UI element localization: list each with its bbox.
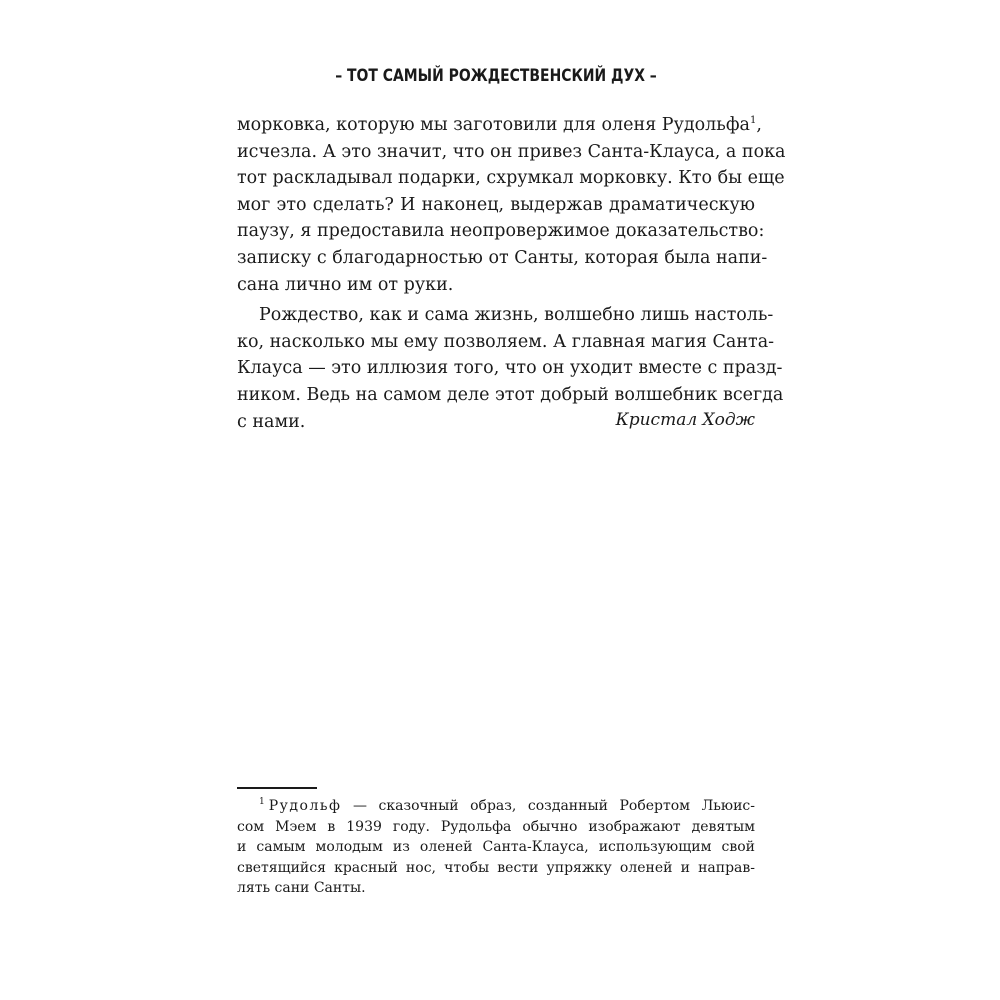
footnote-marker: 1 — [259, 797, 265, 807]
text-line: Рождество, как и сама жизнь, волшебно лишь настоль- — [259, 305, 774, 326]
text-line: исчезла. А это значит, что он привез Санта-Клауса, а пока — [237, 141, 786, 162]
main-text — [237, 112, 786, 435]
text-span: , — [756, 115, 762, 135]
paragraph-1 — [237, 112, 786, 298]
footnote-line — [237, 796, 755, 817]
text-line: записку с благодарностью от Санты, которая была напи- — [237, 247, 768, 268]
footnote-line: и самым молодым из оленей Санта-Клауса, использующим свой — [237, 839, 755, 855]
footnote-reference[interactable]: 1 — [749, 115, 757, 126]
text-line: мог это сделать? И наконец, выдержав драматическую — [237, 194, 755, 215]
text-line: с нами. — [237, 411, 306, 432]
text-span: морковка, которую мы заготовили для оленя Рудольфа — [237, 115, 750, 135]
author-signature: Кристал Ходж — [615, 410, 755, 430]
text-line: ником. Ведь на самом деле этот добрый волшебник всегда — [237, 384, 784, 405]
text-line: ко, насколько мы ему позволяем. А главная магия Санта- — [237, 331, 775, 352]
text-line: Клауса — это иллюзия того, что он уходит вместе с празд- — [237, 358, 783, 379]
text-line: сана лично им от руки. — [237, 274, 454, 295]
text-line: паузу, я предоставила неопровержимое доказательство: — [237, 221, 765, 242]
footnote — [237, 796, 755, 899]
footnote-line: светящийся красный нос, чтобы вести упряжку оленей и направ- — [237, 859, 755, 876]
footnote-line: лять сани Санты. — [237, 880, 366, 896]
footnote-line: сом Мэем в 1939 году. Рудольфа обычно изображают девятым — [237, 818, 755, 835]
footnote-term: Рудольф — [268, 798, 342, 814]
text-span: — сказочный образ, созданный Робертом Льюис- — [341, 798, 755, 814]
footnote-divider — [237, 787, 317, 789]
text-line: тот раскладывал подарки, схрумкал морковку. Кто бы еще — [237, 168, 785, 189]
running-head: – ТОТ САМЫЙ РОЖДЕСТВЕНСКИЙ ДУХ – — [335, 66, 657, 86]
text-line — [237, 112, 762, 139]
